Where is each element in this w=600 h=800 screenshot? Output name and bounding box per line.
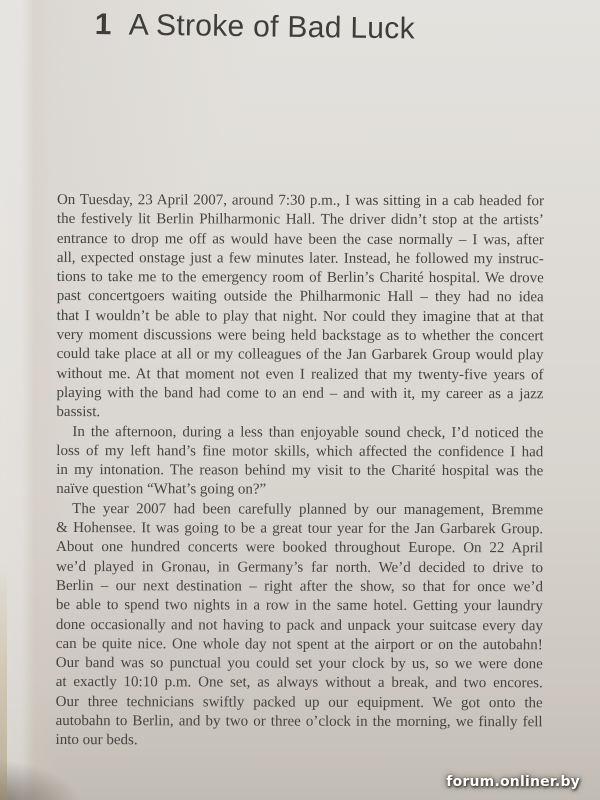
text-line: & Hohensee. It was going to be a great tour year for the Jan Garbarek Group. — [56, 520, 544, 538]
text-line: that I wouldn’t be able to play that night. Nor could they imagine that at that — [56, 307, 544, 326]
text-line: can be quite nice. One whole day not spent at the airport or on the autobahn! — [55, 635, 543, 654]
paragraph — [56, 500, 544, 752]
text-line: naïve question “What’s going on?” — [56, 481, 267, 499]
watermark: forum.onliner.by — [446, 774, 580, 790]
text-line: bassist. — [56, 404, 101, 421]
paragraph — [56, 191, 544, 424]
text-line: loss of my left hand’s fine motor skills, which affected the confidence I had — [56, 442, 544, 461]
text-line: all, expected onstage just a few minutes later. Instead, he followed my instruc- — [56, 249, 544, 268]
text-line: Our band was so punctual you could set your clock by us, so we were done — [55, 655, 543, 673]
text-line: tions to take me to the emergency room of Berlin’s Charité hospital. We drove — [56, 269, 544, 287]
text-line: playing with the band had come to an end – and with it, my career as a jazz — [56, 384, 544, 403]
text-line: In the afternoon, during a less than enjoyable sound check, I’d noticed the — [72, 423, 544, 441]
text-line: very moment discussions were being held backstage as to whether the concert — [56, 327, 544, 345]
text-line: without me. At that moment not even I realized that my twenty-five years of — [56, 365, 544, 383]
chapter-title: A Stroke of Bad Luck — [128, 8, 416, 46]
text-line: in my intonation. The reason behind my visit to the Charité hospital was the — [56, 462, 544, 480]
text-line: past concertgoers waiting outside the Philharmonic Hall – they had no idea — [56, 288, 544, 306]
text-line: could take place at all or my colleagues of the Jan Garbarek Group would play — [56, 346, 544, 364]
text-line: On Tuesday, 23 April 2007, around 7:30 p.m., I was sitting in a cab headed for — [56, 192, 544, 210]
chapter-heading — [94, 7, 415, 47]
body-text — [56, 191, 544, 752]
text-line: the festively lit Berlin Philharmonic Hall. The driver didn’t stop at the artists’ — [56, 211, 544, 229]
page-edge — [0, 560, 7, 800]
text-line: entrance to drop me off as would have been the case normally – I was, after — [56, 230, 544, 248]
text-line: autobahn to Berlin, and by two or three o’clock in the morning, we finally fell — [55, 713, 543, 731]
paragraph — [56, 423, 543, 501]
text-line: About one hundred concerts were booked throughout Europe. On 22 April — [56, 539, 544, 557]
text-line: Berlin – our next destination – right after the show, so that for once we’d — [55, 577, 543, 596]
chapter-number: 1 — [94, 7, 112, 42]
text-line: we’d played in Gronau, in Germany’s far north. We’d decided to drive to — [55, 558, 544, 576]
text-line: done occasionally and not having to pack and unpack your suitcase every day — [55, 616, 543, 634]
text-line: into our beds. — [55, 732, 138, 749]
text-line: Our three technicians swiftly packed up our equipment. We got onto the — [55, 693, 543, 711]
text-line: The year 2007 had been carefully planned by our management, Bremme — [72, 500, 544, 519]
text-line: be able to spend two nights in a row in the same hotel. Getting your laundry — [55, 597, 543, 615]
text-line: at exactly 10:10 p.m. One set, as always without a break, and two encores. — [55, 674, 543, 692]
